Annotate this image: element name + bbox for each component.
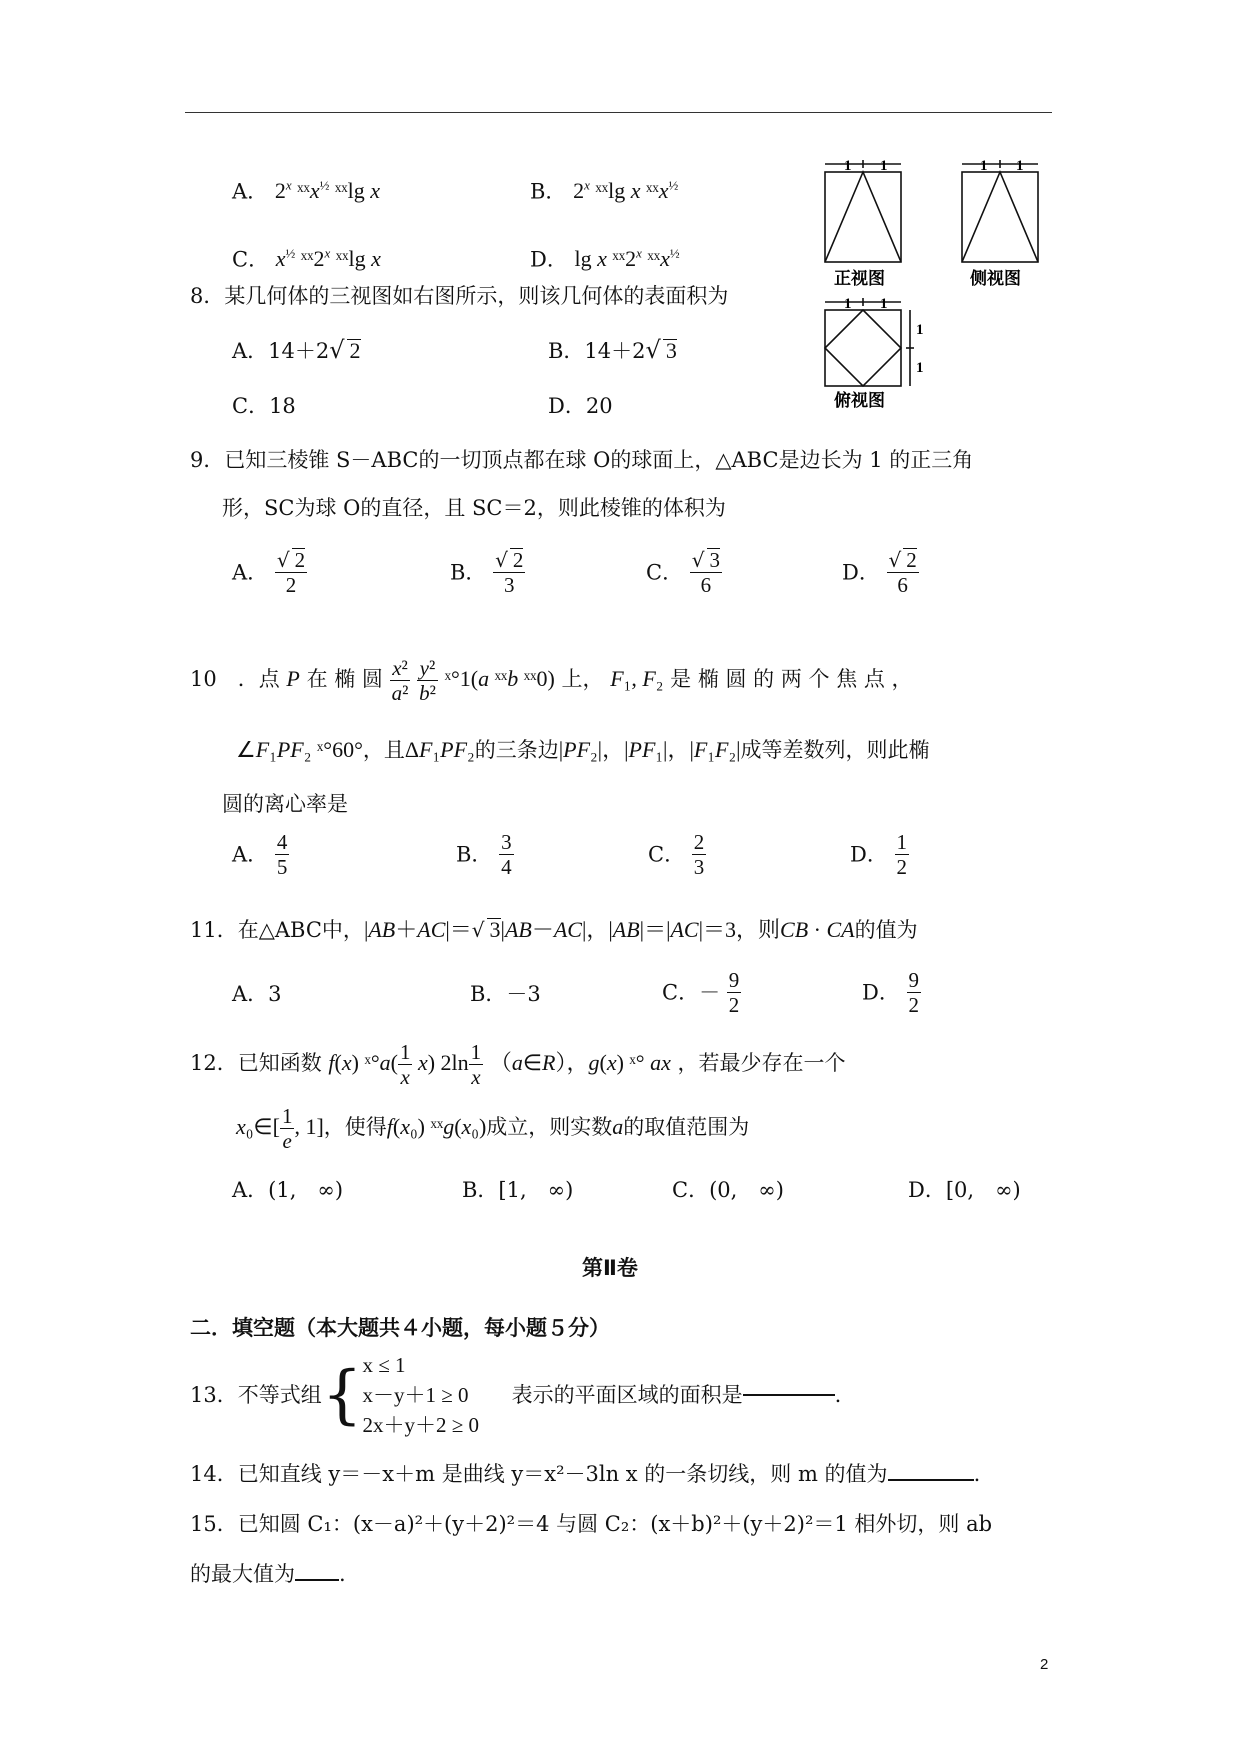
q12-option-c: C．(0, ∞) xyxy=(672,1178,784,1202)
q11-option-c: C．－ $\frac{9}{2}$ xyxy=(662,968,740,1017)
section-fill-in-title: 二．填空题（本大题共４小题，每小题５分） xyxy=(190,1316,610,1340)
q7-option-a: A． 2$^x$ ˣˣx$^{\frac{1}{2}}$ ˣˣlg x xyxy=(232,178,380,204)
q15-line1: 15．已知圆 C₁：(x－a)²＋(y＋2)²＝4 与圆 C₂：(x＋b)²＋(y＋2)²＝1 相外切，则 ab xyxy=(190,1512,993,1536)
q12-option-a: A．(1, ∞) xyxy=(232,1178,344,1202)
q9-option-b: B． $\frac{√ 2}{3}$ xyxy=(450,548,524,597)
q8-option-a: A．14＋2√ 2 xyxy=(232,336,361,364)
q8-option-c: C．18 xyxy=(232,394,296,418)
q12-line1: 12．已知函数 f(x) ˣ°a( $\frac{1}{x}$ x) 2ln $\frac{1}{x}$ （a∈R），g(x) ˣ° ax ，若最少存在一个 xyxy=(190,1040,846,1089)
q9-option-c: C． $\frac{√ 3}{6}$ xyxy=(646,548,721,597)
q11-option-a: A．3 xyxy=(232,982,282,1006)
q10-option-a: A． $\frac{4}{5}$ xyxy=(232,830,288,879)
q9-option-d: D． $\frac{√ 2}{6}$ xyxy=(842,548,917,597)
q9-line2: 形，SC为球 O的直径，且 SC＝2，则此棱锥的体积为 xyxy=(222,496,726,520)
side-view-label: 侧视图 xyxy=(970,269,1021,289)
q13: 13．不等式组{ x ≤ 1 x－y＋1 ≥ 0 2x＋y＋2 ≥ 0 表示的平面区域的面积是 . xyxy=(190,1353,842,1437)
page-number: 2 xyxy=(1040,1656,1049,1673)
q8-option-b: B．14＋2√ 3 xyxy=(548,336,677,364)
part2-title: 第Ⅱ卷 xyxy=(582,1256,638,1280)
front-dim-1b: 1 xyxy=(880,160,888,174)
q9-option-a: A． $\frac{√ 2}{2}$ xyxy=(232,548,306,597)
q10-option-c: C． $\frac{2}{3}$ xyxy=(648,830,705,879)
top-dim-1b: 1 xyxy=(880,296,888,312)
q10-line3: 圆的离心率是 xyxy=(222,792,348,816)
q7-option-d: D． lg x ˣˣ2$^x$ ˣˣx$^{\frac{1}{2}}$ xyxy=(530,246,680,272)
q10-option-d: D． $\frac{1}{2}$ xyxy=(850,830,908,879)
side-dim-1a: 1 xyxy=(980,160,988,174)
q8-stem: 8．某几何体的三视图如右图所示，则该几何体的表面积为 xyxy=(190,284,729,308)
q15-line2: 的最大值为 . xyxy=(190,1562,346,1586)
q10-line1: 10 ．点 P 在 椭 圆 $\frac{\text{x²}}{\text{a²}}$ $\frac{\text{y²}}{\text{b²}}$ ˣ°1(a ˣˣb ˣˣ0) 上， F₁, F₂ 是 椭 圆 的 两 个 焦 点 ， xyxy=(190,656,913,705)
q14: 14．已知直线 y＝－x＋m 是曲线 y＝x²－3ln x 的一条切线，则 m 的值为 . xyxy=(190,1462,981,1486)
q10-option-b: B． $\frac{3}{4}$ xyxy=(456,830,512,879)
q11-option-d: D． $\frac{9}{2}$ xyxy=(862,968,920,1017)
top-view-label: 俯视图 xyxy=(834,391,885,410)
top-dim-1d: 1 xyxy=(916,360,924,376)
q12-line2: x₀∈[ $\frac{1}{e}$ , 1]，使得f(x₀) ˣˣg(x₀)成立，则实数a的取值范围为 xyxy=(236,1104,750,1153)
front-dim-1a: 1 xyxy=(844,160,852,174)
header-rule xyxy=(185,112,1052,113)
q9-line1: 9．已知三棱锥 S－ABC的一切顶点都在球 O的球面上，△ABC是边长为 1 的正三角 xyxy=(190,448,974,472)
side-dim-1b: 1 xyxy=(1016,160,1024,174)
q8-option-d: D．20 xyxy=(548,394,613,418)
top-dim-1c: 1 xyxy=(916,322,924,338)
front-view-label: 正视图 xyxy=(834,269,885,289)
three-view-figure xyxy=(820,160,1060,410)
q11-stem: 11．在△ABC中，|AB＋AC|＝√ 3|AB－AC|，|AB|＝|AC|＝3，则CB · CA的值为 xyxy=(190,917,918,942)
q7-option-c: C． $x^{\frac{1}{2}}$ ˣˣ2$^x$ ˣˣlg x xyxy=(232,246,381,272)
q12-option-d: D．[0, ∞) xyxy=(908,1178,1021,1202)
q12-option-b: B．[1, ∞) xyxy=(462,1178,574,1202)
top-dim-1a: 1 xyxy=(844,296,852,312)
q10-line2: ∠F₁PF₂ ˣ°60°，且ΔF₁PF₂的三条边|PF₂|，|PF₁|，|F₁F₂|成等差数列，则此椭 xyxy=(236,737,930,762)
q11-option-b: B．－3 xyxy=(470,982,541,1006)
q7-option-b: B． 2$^x$ ˣˣlg x ˣˣx$^{\frac{1}{2}}$ xyxy=(530,178,679,204)
